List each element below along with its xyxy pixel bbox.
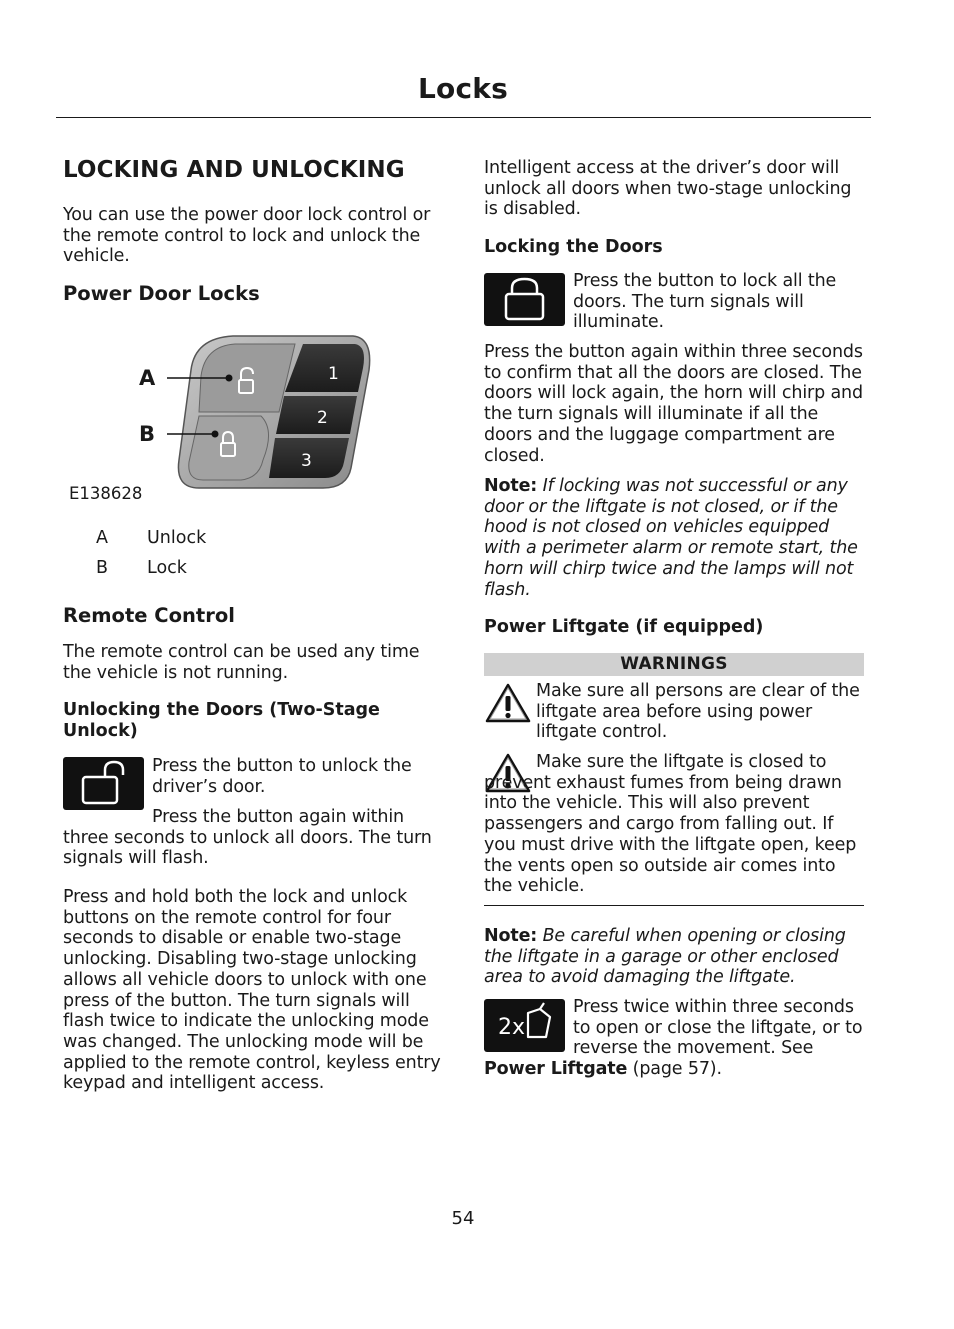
door-lock-switch-figure [63,330,443,510]
seat-memory-1-label: 1 [328,364,339,384]
figure-id: E138628 [69,484,143,503]
note-text: If locking was not successful or any door or the liftgate is not closed, or if the hood is not closed on vehicles equipped with a perimeter alarm or remote start, the horn will chirp twice and the lamps will not flash. [484,476,858,600]
lock-step: Press the button to lock all the doors. The turn signals will illuminate. [573,271,837,333]
remote-control-heading: Remote Control [63,604,235,627]
intro-text: You can use the power door lock control or the remote control to lock and unlock the vehicle. [63,205,431,267]
page-reference: (page 57). [632,1059,722,1079]
two-stage-text: Press and hold both the lock and unlock buttons on the remote control for four seconds to disable or enable two-stage unlocking. Disabling two-stage unlocking allows all vehicle doors to unlock with one press of the button. The turn signals will flash twice to indicate the unlocking mode was changed. The unlocking mode will be applied to the remote control, keyless entry keypad and intelligent access. [63,887,441,1094]
unlock-icon [63,757,144,810]
page-title: Locks [418,72,508,105]
warning-triangle-icon [484,682,532,724]
page-number: 54 [451,1208,475,1229]
warnings-end-rule [484,905,864,906]
liftgate-reference [484,1059,865,1080]
note-label: Note: [484,476,538,496]
note-text: Be careful when opening or closing the liftgate in a garage or other enclosed area to avoid damaging the liftgate. [484,926,846,988]
unlocking-heading: Unlocking the Doors (Two-Stage Unlock) [63,700,380,741]
locking-heading: Locking the Doors [484,237,663,257]
lock-icon [484,273,565,326]
callout-a: A [139,366,156,390]
power-door-locks-heading: Power Door Locks [63,282,260,305]
liftgate-heading: Power Liftgate (if equipped) [484,617,764,637]
unlock-button-graphic [63,757,144,810]
unlock-step-2: Press the button again within three seconds to unlock all doors. The turn signals will flash. [63,807,432,869]
warning-1: Make sure all persons are clear of the liftgate area before using power liftgate control. [536,681,860,743]
legend-row-b [63,558,443,580]
liftgate-button-graphic [484,999,565,1052]
legend-value: Unlock [147,528,207,548]
seat-memory-3-label: 3 [301,451,312,471]
legend-value: Lock [147,558,187,578]
remote-control-text: The remote control can be used any time the vehicle is not running. [63,642,420,683]
lock-button-graphic [484,273,565,326]
unlock-step-1: Press the button to unlock the driver’s door. [152,756,412,797]
liftgate-icon-label: 2x [498,1015,526,1040]
seat-memory-2-label: 2 [317,408,328,428]
note-locking [484,476,865,600]
legend-key: B [96,558,109,578]
legend-key: A [96,528,108,548]
header-rule [56,117,871,118]
power-liftgate-link[interactable]: Power Liftgate [484,1059,628,1079]
legend-row-a [63,528,443,550]
note-label: Note: [484,926,538,946]
warning-2: Make sure the liftgate is closed to prevent exhaust fumes from being drawn into the vehicle. This will also prevent passengers and cargo from falling out. If you must drive with the liftgate open, keep the vents open so outside air comes into the vehicle. [484,752,857,897]
section-title: LOCKING AND UNLOCKING [63,157,405,183]
liftgate-icon [484,999,565,1052]
door-lock-switch-illustration [63,330,443,510]
liftgate-instruction: Press twice within three seconds to open or close the liftgate, or to reverse the movement. See [573,997,863,1059]
callout-b: B [139,422,156,446]
intelligent-access-text: Intelligent access at the driver’s door will unlock all doors when two-stage unlocking is disabled. [484,158,852,220]
warnings-banner: WARNINGS [484,653,864,676]
note-liftgate [484,926,865,988]
lock-again-text: Press the button again within three seconds to confirm that all the doors are closed. The doors will lock again, the horn will chirp and the turn signals will illuminate if all the doors and the luggage compartment are closed. [484,342,863,466]
